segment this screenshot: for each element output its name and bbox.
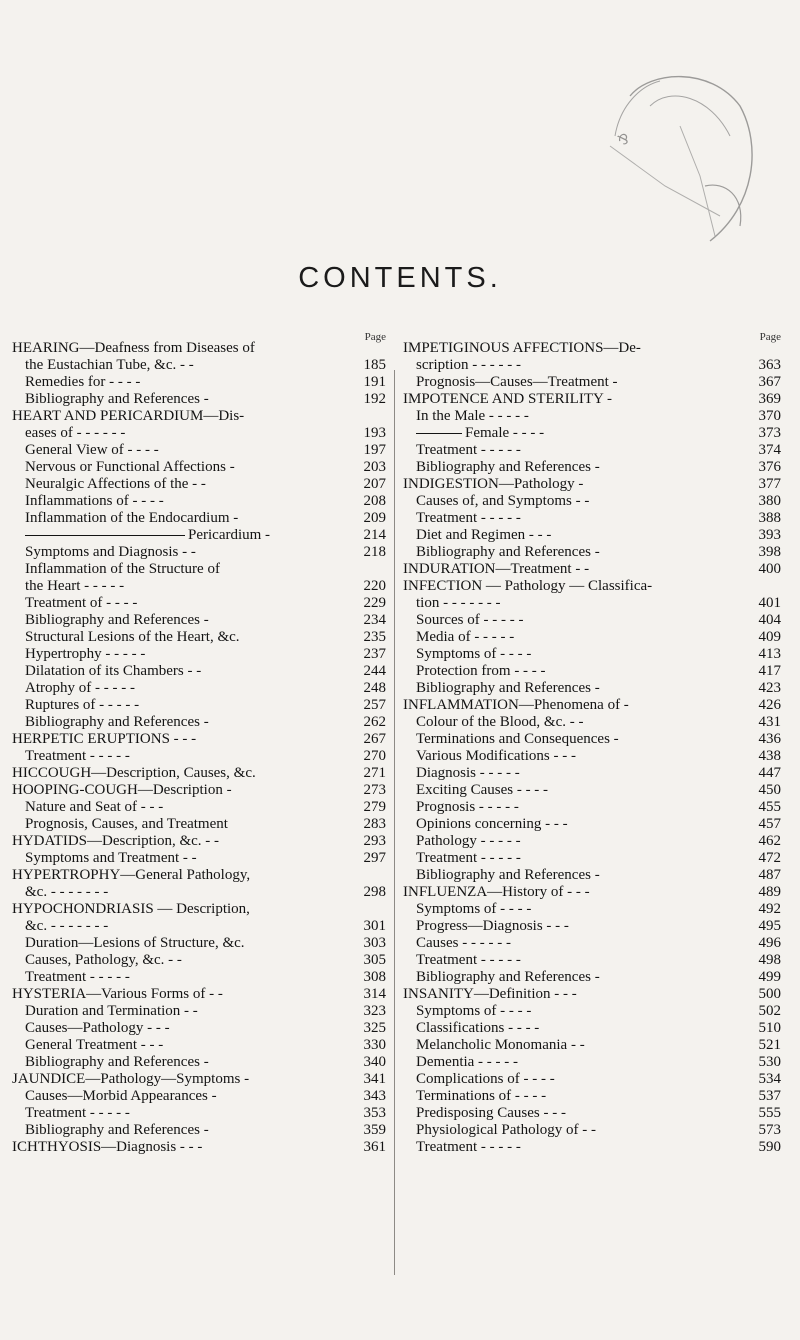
toc-entry-title: Bibliography and References -: [25, 1054, 209, 1070]
toc-entry: [12, 731, 386, 748]
toc-entry-page: 472: [758, 850, 781, 866]
library-stamp-mark: [590, 66, 762, 252]
toc-entry-page: 455: [758, 799, 781, 815]
toc-entry-page: 283: [363, 816, 386, 832]
toc-entry-title: In the Male - - - - -: [416, 408, 529, 424]
toc-entry-title: Hypertrophy - - - - -: [25, 646, 146, 662]
toc-entry-title: Diagnosis - - - - -: [416, 765, 520, 781]
toc-entry: [403, 629, 781, 646]
toc-entry-title: Bibliography and References -: [25, 612, 209, 628]
toc-entry: [12, 850, 386, 867]
toc-entry: [12, 1020, 386, 1037]
toc-entry: [12, 765, 386, 782]
toc-entry-page: 192: [363, 391, 386, 407]
toc-entry-page: 409: [758, 629, 781, 645]
toc-entry-title: Protection from - - - -: [416, 663, 546, 679]
toc-entry-title: Symptoms of - - - -: [416, 646, 532, 662]
toc-entry: [12, 1088, 386, 1105]
toc-entry: [403, 544, 781, 561]
contents-column-left: [12, 331, 386, 1156]
toc-entry-title: Bibliography and References -: [25, 391, 209, 407]
toc-entry: [12, 1122, 386, 1139]
toc-entry-page: 413: [758, 646, 781, 662]
toc-entry-title: Prognosis - - - - -: [416, 799, 519, 815]
toc-entry-title: INSANITY—Definition - - -: [403, 986, 577, 1002]
toc-entry-title: Classifications - - - -: [416, 1020, 540, 1036]
toc-entry-page: 367: [758, 374, 781, 390]
toc-entry-title: HYPOCHONDRIASIS — Description,: [12, 901, 250, 917]
toc-entry-page: 369: [758, 391, 781, 407]
toc-entry-page: 257: [363, 697, 386, 713]
toc-entry: [403, 918, 781, 935]
toc-entry: [12, 1139, 386, 1156]
toc-entry-title: HEARING—Deafness from Diseases of: [12, 340, 255, 356]
toc-entry-title: Inflammation of the Structure of: [25, 561, 220, 577]
toc-entry: [403, 425, 781, 442]
toc-entry-title: Sources of - - - - -: [416, 612, 524, 628]
toc-entry-page: 298: [363, 884, 386, 900]
toc-entry: [12, 442, 386, 459]
toc-entry: [403, 1037, 781, 1054]
toc-entry-page: 498: [758, 952, 781, 968]
toc-entry: [12, 714, 386, 731]
toc-entry: [12, 1105, 386, 1122]
toc-entry-page: 423: [758, 680, 781, 696]
toc-entry: [12, 340, 386, 357]
toc-entry: [403, 612, 781, 629]
toc-entry-page: 229: [363, 595, 386, 611]
toc-entry: [12, 680, 386, 697]
toc-entry: [12, 595, 386, 612]
toc-entry: [403, 850, 781, 867]
toc-entry-title: HYPERTROPHY—General Pathology,: [12, 867, 251, 883]
toc-entry-page: 363: [758, 357, 781, 373]
toc-entry: [12, 884, 386, 901]
toc-entry-page: 500: [758, 986, 781, 1002]
toc-entry-title: Symptoms of - - - -: [416, 901, 532, 917]
toc-entry-title: Treatment - - - - -: [416, 442, 521, 458]
toc-entry-page: 343: [363, 1088, 386, 1104]
toc-entry-title: tion - - - - - - -: [416, 595, 501, 611]
toc-entry: [403, 595, 781, 612]
toc-entry-page: 388: [758, 510, 781, 526]
page-title: CONTENTS.: [298, 262, 502, 294]
toc-entry-page: 590: [758, 1139, 781, 1155]
toc-entry-page: 303: [363, 935, 386, 951]
toc-entry-title: Treatment - - - - -: [25, 969, 130, 985]
toc-entry: [403, 748, 781, 765]
toc-entry-page: 401: [758, 595, 781, 611]
toc-entry-title: Bibliography and References -: [416, 544, 600, 560]
toc-entry-page: 537: [758, 1088, 781, 1104]
svg-text:⅋: ⅋: [616, 131, 632, 150]
toc-entry-title: Opinions concerning - - -: [416, 816, 568, 832]
toc-entry-title: Pathology - - - - -: [416, 833, 521, 849]
toc-entry-page: 214: [363, 527, 386, 543]
toc-entry-page: 373: [758, 425, 781, 441]
toc-entry: [403, 1088, 781, 1105]
toc-entry: [403, 1122, 781, 1139]
toc-entry-title: Progress—Diagnosis - - -: [416, 918, 569, 934]
toc-entry: [12, 510, 386, 527]
toc-entry: [403, 799, 781, 816]
toc-entry-title: Bibliography and References -: [416, 969, 600, 985]
toc-entry-page: 237: [363, 646, 386, 662]
toc-entry-title: INDIGESTION—Pathology -: [403, 476, 584, 492]
toc-entry: [403, 1071, 781, 1088]
toc-entry-page: 235: [363, 629, 386, 645]
toc-entry-page: 220: [363, 578, 386, 594]
toc-entry-title: IMPOTENCE AND STERILITY -: [403, 391, 613, 407]
toc-entry-title: &c. - - - - - - -: [25, 884, 109, 900]
toc-entry-page: 450: [758, 782, 781, 798]
toc-entry: [403, 833, 781, 850]
toc-entry: [12, 408, 386, 425]
toc-entry-title: HYSTERIA—Various Forms of - -: [12, 986, 223, 1002]
toc-entry-title: the Eustachian Tube, &c. - -: [25, 357, 194, 373]
toc-entry-title: Nervous or Functional Affections -: [25, 459, 235, 475]
toc-entry-page: 496: [758, 935, 781, 951]
toc-entry-page: 273: [363, 782, 386, 798]
toc-entry: [12, 493, 386, 510]
toc-entry: [403, 697, 781, 714]
toc-entry-title: Physiological Pathology of - -: [416, 1122, 596, 1138]
toc-entry-title: Symptoms and Diagnosis - -: [25, 544, 196, 560]
toc-entry-page: 393: [758, 527, 781, 543]
toc-entry-title: HOOPING-COUGH—Description -: [12, 782, 232, 798]
toc-entry: [12, 544, 386, 561]
toc-entry-title: Complications of - - - -: [416, 1071, 555, 1087]
toc-entry-page: 297: [363, 850, 386, 866]
toc-entry-title: Treatment - - - - -: [416, 1139, 521, 1155]
toc-entry-page: 262: [363, 714, 386, 730]
toc-entry: [403, 1105, 781, 1122]
toc-entry-page: 438: [758, 748, 781, 764]
toc-entry-title: Causes, Pathology, &c. - -: [25, 952, 182, 968]
toc-entry-page: 370: [758, 408, 781, 424]
toc-entry: [403, 1020, 781, 1037]
toc-entry-page: 374: [758, 442, 781, 458]
toc-entry-page: 380: [758, 493, 781, 509]
toc-entry: [403, 782, 781, 799]
toc-entry-title: Female - - - -: [465, 425, 545, 441]
ditto-rule: [416, 433, 462, 434]
toc-entry-title: Duration—Lesions of Structure, &c.: [25, 935, 245, 951]
toc-entry-page: 534: [758, 1071, 781, 1087]
toc-entry: [403, 527, 781, 544]
toc-entry-page: 191: [363, 374, 386, 390]
toc-entry-title: Inflammations of - - - -: [25, 493, 164, 509]
toc-entry-title: Various Modifications - - -: [416, 748, 576, 764]
toc-entry: [12, 459, 386, 476]
toc-entry-page: 521: [758, 1037, 781, 1053]
toc-entry-title: INDURATION—Treatment - -: [403, 561, 590, 577]
toc-entry-page: 359: [363, 1122, 386, 1138]
toc-entry: [403, 493, 781, 510]
toc-entry: [403, 578, 781, 595]
toc-entry-title: eases of - - - - - -: [25, 425, 126, 441]
toc-entry: [12, 952, 386, 969]
toc-entry-page: 487: [758, 867, 781, 883]
toc-entry: [12, 391, 386, 408]
toc-entry-page: 293: [363, 833, 386, 849]
toc-entry-title: JAUNDICE—Pathology—Symptoms -: [12, 1071, 250, 1087]
toc-entry-title: Ruptures of - - - - -: [25, 697, 140, 713]
toc-entry-page: 267: [363, 731, 386, 747]
toc-entry-title: INFECTION — Pathology — Classifica-: [403, 578, 653, 594]
toc-entry-title: Dementia - - - - -: [416, 1054, 519, 1070]
toc-entry-page: 353: [363, 1105, 386, 1121]
toc-entry-page: 218: [363, 544, 386, 560]
toc-entry: [403, 408, 781, 425]
toc-entry-title: Exciting Causes - - - -: [416, 782, 549, 798]
toc-entry-title: &c. - - - - - - -: [25, 918, 109, 934]
toc-entry-page: 555: [758, 1105, 781, 1121]
toc-entry-page: 244: [363, 663, 386, 679]
toc-entry: [12, 1071, 386, 1088]
toc-entry: [12, 646, 386, 663]
toc-entry-title: Melancholic Monomania - -: [416, 1037, 585, 1053]
toc-entry-title: Nature and Seat of - - -: [25, 799, 164, 815]
toc-entry: [12, 663, 386, 680]
toc-entry: [403, 510, 781, 527]
toc-entry: [403, 816, 781, 833]
toc-entry-title: Predisposing Causes - - -: [416, 1105, 566, 1121]
toc-entry-title: Treatment - - - - -: [416, 952, 521, 968]
toc-entry-page: 431: [758, 714, 781, 730]
toc-entry: [403, 374, 781, 391]
contents-column-right: [403, 331, 781, 1156]
toc-entry-page: 495: [758, 918, 781, 934]
toc-entry-page: 404: [758, 612, 781, 628]
toc-entry-page: 308: [363, 969, 386, 985]
toc-entry-title: HEART AND PERICARDIUM—Dis-: [12, 408, 245, 424]
toc-entry-page: 377: [758, 476, 781, 492]
toc-entry-title: Diet and Regimen - - -: [416, 527, 552, 543]
toc-entry-title: Inflammation of the Endocardium -: [25, 510, 239, 526]
toc-entry-title: General View of - - - -: [25, 442, 159, 458]
toc-entry: [403, 952, 781, 969]
toc-entry-title: General Treatment - - -: [25, 1037, 164, 1053]
toc-entry: [12, 561, 386, 578]
toc-entry: [403, 1003, 781, 1020]
toc-entry: [12, 1037, 386, 1054]
toc-entry-title: the Heart - - - - -: [25, 578, 125, 594]
toc-entry: [403, 561, 781, 578]
toc-entry: [403, 901, 781, 918]
toc-entry-page: 208: [363, 493, 386, 509]
toc-entry-page: 499: [758, 969, 781, 985]
toc-entry-page: 417: [758, 663, 781, 679]
toc-entry-title: Treatment - - - - -: [416, 850, 521, 866]
toc-entry-page: 305: [363, 952, 386, 968]
ditto-rule: [25, 535, 185, 536]
toc-entry: [403, 476, 781, 493]
toc-entry-title: Media of - - - - -: [416, 629, 515, 645]
toc-entry: [403, 459, 781, 476]
toc-entry-page: 447: [758, 765, 781, 781]
toc-entry-page: 530: [758, 1054, 781, 1070]
toc-entry-title: Bibliography and References -: [416, 680, 600, 696]
toc-entry-page: 436: [758, 731, 781, 747]
page-column-header: Page: [364, 331, 386, 343]
toc-entry-page: 203: [363, 459, 386, 475]
column-divider: [394, 370, 395, 1275]
toc-entry: [403, 935, 781, 952]
toc-entry-title: Pericardium -: [188, 527, 271, 543]
toc-entry-page: 573: [758, 1122, 781, 1138]
toc-entry-title: Neuralgic Affections of the - -: [25, 476, 206, 492]
toc-entry: [403, 340, 781, 357]
toc-entry-title: Terminations and Consequences -: [416, 731, 619, 747]
toc-entry-title: Treatment - - - - -: [416, 510, 521, 526]
toc-entry-page: 279: [363, 799, 386, 815]
toc-entry-title: Atrophy of - - - - -: [25, 680, 135, 696]
toc-entry-title: Dilatation of its Chambers - -: [25, 663, 202, 679]
toc-entry: [12, 425, 386, 442]
toc-entry: [12, 969, 386, 986]
toc-entry: [403, 646, 781, 663]
toc-entry-title: Structural Lesions of the Heart, &c.: [25, 629, 240, 645]
toc-entry-page: 361: [363, 1139, 386, 1155]
toc-entry-page: 398: [758, 544, 781, 560]
toc-entry-title: INFLUENZA—History of - - -: [403, 884, 590, 900]
toc-entry-title: Causes - - - - - -: [416, 935, 511, 951]
toc-entry-page: 457: [758, 816, 781, 832]
toc-entry: [12, 782, 386, 799]
toc-entry-title: Remedies for - - - -: [25, 374, 141, 390]
toc-entry: [12, 833, 386, 850]
toc-entry: [12, 816, 386, 833]
toc-entry-page: 462: [758, 833, 781, 849]
toc-entry-title: HERPETIC ERUPTIONS - - -: [12, 731, 197, 747]
toc-entry-page: 502: [758, 1003, 781, 1019]
toc-entry-title: Bibliography and References -: [416, 867, 600, 883]
toc-entry-page: 209: [363, 510, 386, 526]
toc-entry-title: ICHTHYOSIS—Diagnosis - - -: [12, 1139, 203, 1155]
toc-entry-page: 341: [363, 1071, 386, 1087]
toc-entry: [12, 1003, 386, 1020]
toc-entry-page: 510: [758, 1020, 781, 1036]
toc-entry: [12, 799, 386, 816]
toc-entry: [403, 714, 781, 731]
toc-entry: [12, 901, 386, 918]
toc-entry-page: 489: [758, 884, 781, 900]
toc-entry-title: Colour of the Blood, &c. - -: [416, 714, 584, 730]
toc-entry-title: INFLAMMATION—Phenomena of -: [403, 697, 629, 713]
toc-entry: [403, 1139, 781, 1156]
toc-entry-page: 301: [363, 918, 386, 934]
toc-entry: [403, 391, 781, 408]
toc-entry: [12, 1054, 386, 1071]
toc-entry-title: Prognosis—Causes—Treatment -: [416, 374, 618, 390]
toc-entry-page: 340: [363, 1054, 386, 1070]
toc-entry-page: 234: [363, 612, 386, 628]
toc-entry: [12, 578, 386, 595]
toc-entry-page: 193: [363, 425, 386, 441]
toc-entry: [403, 884, 781, 901]
toc-entry-page: 323: [363, 1003, 386, 1019]
toc-entry: [12, 374, 386, 391]
toc-entry-title: Causes of, and Symptoms - -: [416, 493, 590, 509]
toc-entry: [403, 357, 781, 374]
toc-entry-title: Symptoms of - - - -: [416, 1003, 532, 1019]
toc-entry-title: HICCOUGH—Description, Causes, &c.: [12, 765, 256, 781]
toc-entry-page: 330: [363, 1037, 386, 1053]
toc-entry: [12, 629, 386, 646]
toc-entry: [12, 748, 386, 765]
toc-entry-page: 185: [363, 357, 386, 373]
toc-entry: [403, 969, 781, 986]
toc-entry: [403, 986, 781, 1003]
toc-entry-page: 325: [363, 1020, 386, 1036]
toc-entry: [403, 765, 781, 782]
toc-entry: [12, 357, 386, 374]
toc-entry: [403, 680, 781, 697]
toc-entry-title: Treatment - - - - -: [25, 748, 130, 764]
toc-entry-page: 426: [758, 697, 781, 713]
toc-entry: [12, 935, 386, 952]
toc-entry-page: 248: [363, 680, 386, 696]
toc-entry: [403, 867, 781, 884]
toc-entry-page: 376: [758, 459, 781, 475]
toc-entry-title: HYDATIDS—Description, &c. - -: [12, 833, 220, 849]
toc-entry: [12, 986, 386, 1003]
toc-entry-title: scription - - - - - -: [416, 357, 521, 373]
toc-entry: [403, 1054, 781, 1071]
toc-entry-title: Bibliography and References -: [25, 1122, 209, 1138]
toc-entry-page: 271: [363, 765, 386, 781]
toc-entry-title: Treatment of - - - -: [25, 595, 138, 611]
toc-entry-title: Symptoms and Treatment - -: [25, 850, 197, 866]
toc-entry: [403, 663, 781, 680]
toc-entry-title: Bibliography and References -: [416, 459, 600, 475]
toc-entry-title: Causes—Pathology - - -: [25, 1020, 170, 1036]
toc-entry: [403, 731, 781, 748]
toc-entry-page: 207: [363, 476, 386, 492]
toc-entry-page: 314: [363, 986, 386, 1002]
toc-entry-page: 492: [758, 901, 781, 917]
toc-entry: [12, 918, 386, 935]
toc-entry-title: Bibliography and References -: [25, 714, 209, 730]
toc-entry-title: Duration and Termination - -: [25, 1003, 198, 1019]
toc-entry-title: Causes—Morbid Appearances -: [25, 1088, 217, 1104]
toc-entry: [12, 867, 386, 884]
toc-entry-title: Terminations of - - - -: [416, 1088, 547, 1104]
toc-entry-page: 270: [363, 748, 386, 764]
toc-entry-page: 400: [758, 561, 781, 577]
toc-entry: [12, 527, 386, 544]
toc-entry: [12, 612, 386, 629]
toc-entry: [12, 476, 386, 493]
page-column-header: Page: [759, 331, 781, 343]
toc-entry-page: 197: [363, 442, 386, 458]
toc-entry-title: IMPETIGINOUS AFFECTIONS—De-: [403, 340, 641, 356]
toc-entry: [403, 442, 781, 459]
toc-entry-title: Prognosis, Causes, and Treatment: [25, 816, 228, 832]
toc-entry-title: Treatment - - - - -: [25, 1105, 130, 1121]
toc-entry: [12, 697, 386, 714]
